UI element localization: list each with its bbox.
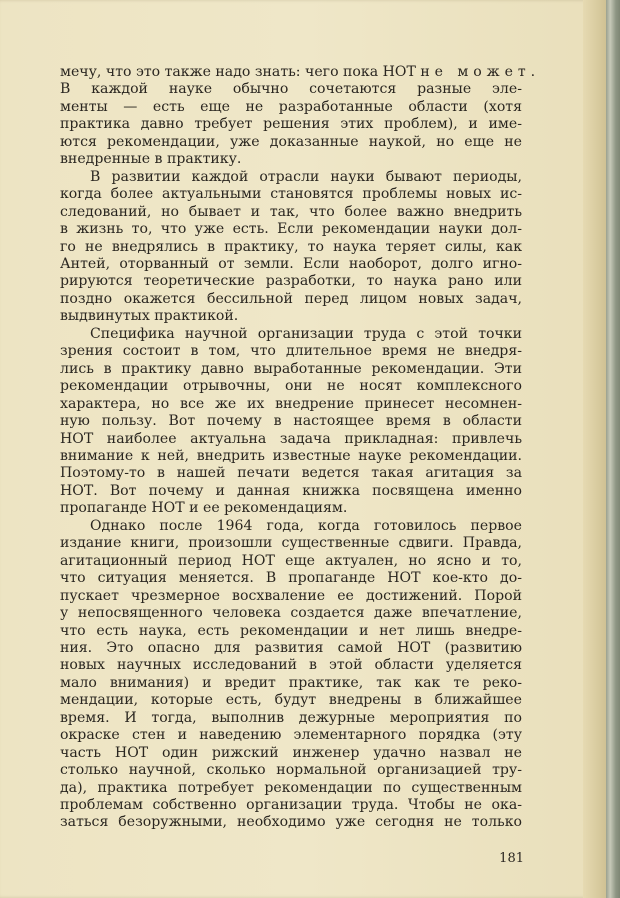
text-line xyxy=(60,221,522,238)
text-line xyxy=(60,814,522,831)
text-line xyxy=(60,570,522,587)
text-line xyxy=(60,465,522,482)
text-line-content: окраске стен и наведению элементарного порядка (эту xyxy=(60,727,522,744)
text-line xyxy=(60,378,522,395)
text-line-content: внедренные в практику. xyxy=(60,151,242,168)
text-line-spaced-emphasis: не может. xyxy=(420,64,541,80)
text-line-content: лись в практику давно выработанные рекомендации. Эти xyxy=(60,360,522,377)
text-line xyxy=(60,116,522,133)
text-line xyxy=(60,762,522,779)
text-line-content: Однако после 1964 года, когда готовилось первое xyxy=(90,517,522,534)
text-line-content: характера, но все же их внедрение принесет несомнен- xyxy=(60,395,522,412)
text-line xyxy=(60,605,522,622)
page-number: 181 xyxy=(499,851,524,866)
text-line xyxy=(60,81,522,98)
text-line xyxy=(60,326,522,343)
text-line xyxy=(60,500,522,517)
text-line xyxy=(60,413,522,430)
text-line xyxy=(60,343,522,360)
text-line-content: издание книги, произошли существенные сдвиги. Правда, xyxy=(60,535,522,552)
text-line-content: ются рекомендации, уже доказанные наукой, но еще не xyxy=(60,133,522,150)
text-line xyxy=(60,692,522,709)
text-line-content: практика давно требует решения этих проблем), и име- xyxy=(60,116,522,133)
text-line xyxy=(60,710,522,727)
text-line xyxy=(60,797,522,814)
text-line-content: в жизнь то, что уже есть. Если рекомендации науки дол- xyxy=(60,221,522,238)
text-line xyxy=(60,483,522,500)
text-line xyxy=(60,657,522,674)
text-line-content: агитационный период НОТ еще актуален, но ясно и то, xyxy=(60,552,522,569)
text-line xyxy=(60,151,522,168)
text-line xyxy=(60,745,522,762)
text-line-content: мендации, которые есть, будут внедрены в ближайшее xyxy=(60,692,522,709)
text-line xyxy=(60,99,522,116)
text-line-content: новых научных исследований в этой области уделяется xyxy=(60,657,522,674)
text-line-content: что ситуация меняется. В пропаганде НОТ кое-кто до- xyxy=(60,570,522,587)
text-line-content: выдвинутых практикой. xyxy=(60,308,239,325)
text-line-content: ную пользу. Вот почему в настоящее время в области xyxy=(60,413,522,430)
text-line xyxy=(60,291,522,308)
text-line-content: мало внимания) и вредит практике, так как те реко- xyxy=(60,674,522,691)
text-line-content: мечу, что это также надо знать: чего пока НОТ xyxy=(60,64,416,80)
text-line xyxy=(60,396,522,413)
page-text xyxy=(60,64,541,832)
text-line-content: менты — есть еще не разработанные области (хотя xyxy=(60,98,522,115)
text-line-content: что есть наука, есть рекомендации и нет лишь внедре- xyxy=(60,622,522,639)
text-line-content: проблемам собственно организации труда. Чтобы не ока- xyxy=(60,797,522,814)
text-line xyxy=(60,169,522,186)
text-line-content: время. И тогда, выполнив дежурные мероприятия по xyxy=(60,709,522,726)
text-line xyxy=(60,239,522,256)
book-edge xyxy=(606,0,620,898)
text-line-content: пропаганде НОТ и ее рекомендациям. xyxy=(60,500,348,517)
text-line xyxy=(60,431,522,448)
text-line xyxy=(60,448,522,465)
text-line-content: заться безоружными, необходимо уже сегодня не только xyxy=(60,814,522,831)
text-line-content: НОТ наиболее актуальна задача прикладная: привлечь xyxy=(60,430,522,447)
text-line-content: пускает чрезмерное восхваление ее достижений. Порой xyxy=(60,587,522,604)
text-line xyxy=(60,588,522,605)
text-line xyxy=(60,134,522,151)
text-line xyxy=(60,204,522,221)
text-line-content: Специфика научной организации труда с этой точки xyxy=(90,325,522,342)
text-line-content: следований, но бывает и так, что более важно внедрить xyxy=(60,203,522,220)
text-line-content: Антей, оторванный от земли. Если наоборот, долго игно- xyxy=(60,255,522,272)
text-line xyxy=(60,64,541,81)
text-line xyxy=(60,186,522,203)
text-line xyxy=(60,727,522,744)
text-line-content: внимание к ней, внедрить известные науке рекомендации. xyxy=(60,447,522,464)
text-line xyxy=(60,535,522,552)
text-line xyxy=(60,623,522,640)
text-line xyxy=(60,780,522,797)
text-line xyxy=(60,640,522,657)
text-line xyxy=(60,308,522,325)
text-line-content: да), практика потребует рекомендации по существенным xyxy=(60,779,522,796)
text-line-content: зрения состоит в том, что длительное время не внедря- xyxy=(60,343,522,360)
text-line xyxy=(60,256,522,273)
text-line xyxy=(60,553,522,570)
text-line xyxy=(60,273,522,290)
text-line xyxy=(60,518,522,535)
text-line-content: ния. Это опасно для развития самой НОТ (развитию xyxy=(60,639,522,656)
text-line-content: у непосвященного человека создается даже впечатление, xyxy=(60,605,522,622)
text-line-content: НОТ. Вот почему и данная книжка посвящена именно xyxy=(60,482,522,499)
text-line-content: часть НОТ один рижский инженер удачно назвал не xyxy=(60,744,522,761)
text-line-content: рируются теоретические разработки, то наука рано или xyxy=(60,273,522,290)
text-line-content: когда более актуальными становятся проблемы новых ис- xyxy=(60,186,522,203)
text-line-content: Поэтому-то в нашей печати ведется такая агитация за xyxy=(60,465,522,482)
text-line xyxy=(60,361,522,378)
text-line-content: рекомендации отрывочны, они не носят комплексного xyxy=(60,378,522,395)
text-line xyxy=(60,675,522,692)
text-line-content: поздно окажется бессильной перед лицом новых задач, xyxy=(60,290,522,307)
text-line-content: го не внедрялись в практику, то наука теряет силы, как xyxy=(60,238,522,255)
text-line-content: В развитии каждой отрасли науки бывают периоды, xyxy=(90,168,522,185)
page-gutter xyxy=(583,0,606,898)
text-line-content: В каждой науке обычно сочетаются разные эле- xyxy=(60,81,522,98)
text-line-content: столько научной, сколько нормальной организацией тру- xyxy=(60,762,522,779)
